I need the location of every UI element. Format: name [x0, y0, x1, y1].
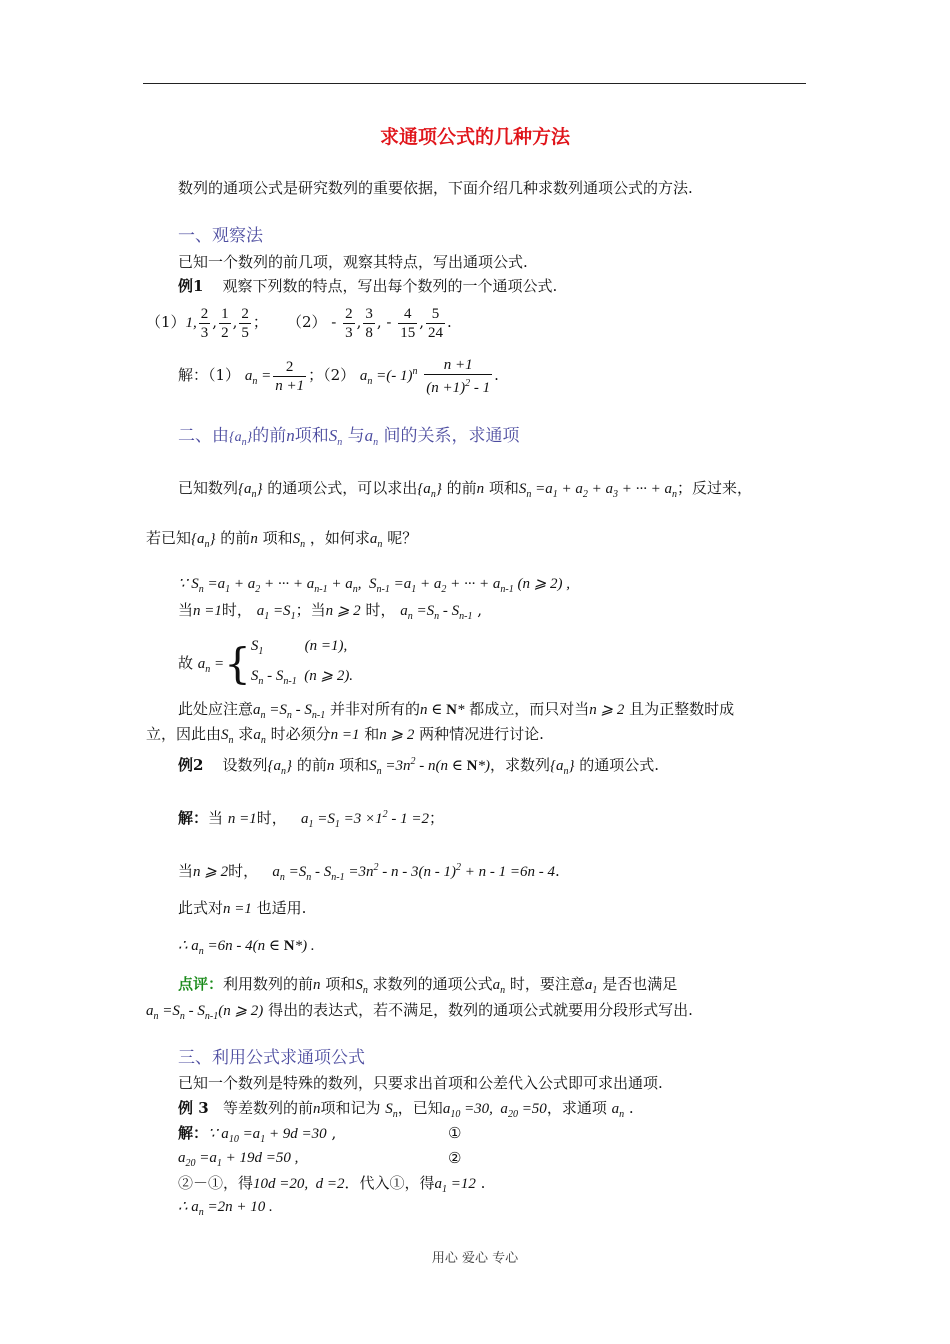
section-2-heading-a: 二、由: [178, 426, 229, 446]
example-2: 例2 设数列$\{a_n\}$ 的前n 项和$S_n =3n^2 - n(n$ ∈ N*)，求数列$\{a_n\}$ 的通项公式.: [178, 756, 660, 777]
solution-3-line-2: $a_{20} =a_1 + 19d =50$ ,: [178, 1150, 299, 1169]
solution-2-line-1: 解：当 n =1时， $a_1 =S_1 =3 \times 1^2 - 1 =2$；: [178, 809, 445, 830]
note-2d: 和: [364, 725, 380, 743]
section-1-heading: 一、观察法: [178, 226, 263, 246]
p2-a: 若已知: [146, 529, 192, 547]
comment-b: 项和: [325, 975, 356, 993]
p2-c: 项和: [262, 529, 293, 547]
therefore-line: ∴ $a_n =6n - 4(n$ ∈ N*) .: [178, 938, 315, 957]
ex2-e: 的通项公式.: [579, 756, 660, 774]
ex2-d: ，求数列: [489, 756, 550, 774]
comment-line-2: $a_n =S_n - S_{n-1}(n$ ⩾ 2) 得出的表达式，若不满足，数列的通项公式就要用分段形式写出.: [146, 1001, 693, 1022]
also-pre: 此式对: [178, 899, 224, 917]
section-1-line: 已知一个数列的前几项，观察其特点，写出通项公式.: [178, 253, 528, 271]
note-2b: 求: [238, 725, 254, 743]
section-3-line: 已知一个数列是特殊的数列，只要求出首项和公差代入公式即可求出通项.: [178, 1074, 663, 1092]
page-footer: 用心 爱心 专心: [431, 1251, 519, 1266]
section-2-heading-c: 项和: [294, 426, 329, 446]
sol-b: 时，: [256, 809, 287, 827]
sol2-a: 当: [178, 862, 194, 880]
comment-2: 得出的表达式，若不满足，数列的通项公式就要用分段形式写出.: [268, 1001, 693, 1019]
sol-a: 当: [208, 809, 224, 827]
example-1-label: 例1: [178, 277, 204, 295]
p1-e: ；反过来，: [677, 479, 753, 497]
solution-3-line-1: 解：∵ $a_{10} =a_1 + 9d =30$ ,: [178, 1124, 337, 1145]
solution-3-line-3: ②－①，得10d =20, d =2．代入①，得$a_1 =12$ .: [178, 1174, 486, 1195]
example-2-label: 例2: [178, 756, 204, 774]
also-applies-line: 此式对n =1 也适用.: [178, 899, 307, 917]
solution-3-final: ∴ $a_n =2n + 10$ .: [178, 1199, 273, 1218]
section-2-heading: 二、由$\{a_n\}$的前n项和$S_n$ 与$a_n$ 间的关系，求通项: [178, 426, 520, 448]
example-1: [178, 276, 557, 296]
because-line: ∵ $S_n =a_1 + a_2$ + ··· + $a_{n-1} + a_n$, $S_{n-1} =a_1 + a_2$ + ··· + $a_{n-1}$ (n ⩾ 2) ,: [178, 576, 571, 595]
line-a: ②－①，得: [178, 1174, 254, 1192]
sol2-b: 时，: [228, 862, 259, 880]
also-text: 也适用.: [256, 899, 307, 917]
equation-mark-1: ①: [448, 1124, 462, 1142]
note-2a: 立，因此由: [146, 725, 222, 743]
p1-a: 已知数列: [178, 479, 239, 497]
note-line-1: 此处应注意$a_n =S_n - S_{n-1}$ 并非对所有的n ∈ N* 都成立，而只对当n ⩾ 2 且为正整数时成: [178, 700, 735, 721]
page-title: 求通项公式的几种方法: [379, 126, 570, 148]
solution-2-line-2: 当n ⩾ 2时， $a_n =S_n - S_{n-1} =3n^2 - n - 3(n - 1)^2 + n - 1 =6n - 4$.: [178, 862, 560, 883]
ex2-a: 设数列: [222, 756, 268, 774]
p2-e: 呢？: [387, 529, 418, 547]
case-line: 当n =1时， $a_1 =S_1$；当n ⩾ 2 时， $a_n =S_n - S_{n-1}$ ,: [178, 601, 482, 622]
solution-3-label: 解：: [178, 1124, 209, 1142]
p2-d: ，如何求: [309, 529, 370, 547]
equation-mark-2: ②: [448, 1149, 462, 1167]
when-2b: 时，: [365, 601, 396, 619]
question-1-label: （1）: [146, 313, 186, 331]
when-1: 当: [178, 601, 194, 619]
question-2-label: （2）: [286, 313, 327, 331]
example-1-text: 观察下列数的特点，写出每个数列的一个通项公式.: [222, 277, 558, 295]
comment-label: 点评：: [178, 975, 224, 993]
ex3-d: ，求通项: [546, 1099, 607, 1117]
line-b: ．代入①，得: [344, 1174, 435, 1192]
when-2: ；当: [295, 601, 326, 619]
section-2-paragraph-2: 若已知$\{a_n\}$ 的前n 项和$S_n$ ，如何求$a_n$ 呢？: [146, 529, 418, 550]
p1-d: 项和: [488, 479, 519, 497]
note-2e: 两种情况进行讨论.: [419, 725, 544, 743]
solution-1-label: 解：（1）: [178, 366, 241, 384]
note-1a: 此处应注意: [178, 700, 254, 718]
solution-2-label: ；（2）: [308, 366, 356, 384]
p1-b: 的通项公式，可以求出: [267, 479, 418, 497]
comment-a: 利用数列的前: [223, 975, 314, 993]
note-2c: 时必须分: [270, 725, 331, 743]
note-1d: 且为正整数时成: [629, 700, 735, 718]
solution-2-label: 解：: [178, 809, 209, 827]
p2-b: 的前: [220, 529, 251, 547]
piecewise-formula: 故 $a_n$ ={ $S_1$ (n =1), $S_n - S_{n-1}$ (n ⩾ 2).: [178, 638, 354, 688]
example-3: 例 3 等差数列的前n项和记为 $S_n$，已知$a_{10} =30$, $a_{20} =50$，求通项 $a_n$ .: [178, 1099, 634, 1120]
ex3-b: 项和记为: [320, 1099, 381, 1117]
section-2-heading-e: 间的关系，求通项: [383, 426, 520, 446]
example-1-solution: 解：（1） $a_n$ = $\frac{2}{n +1}$ ；（2） $a_n$ =(- 1)$^n$ $\frac{n +1}{(n +1)^2 - 1}$ .: [178, 356, 499, 396]
comment-d: 时，要注意: [509, 975, 585, 993]
example-3-label: 例 3: [178, 1099, 209, 1117]
when-1b: 时，: [221, 601, 252, 619]
comment-e: 是否也满足: [602, 975, 678, 993]
ex2-b: 的前: [296, 756, 327, 774]
note-1b: 并非对所有的: [330, 700, 421, 718]
header-rule: [143, 83, 806, 84]
gu-label: 故: [178, 654, 194, 672]
intro-paragraph: 数列的通项公式是研究数列的重要依据，下面介绍几种求数列通项公式的方法.: [178, 179, 693, 197]
ex2-c: 项和: [339, 756, 370, 774]
comment-c: 求数列的通项公式: [372, 975, 493, 993]
section-2-heading-b: 的前: [252, 426, 287, 446]
comment-line-1: 点评：利用数列的前n 项和$S_n$ 求数列的通项公式$a_n$ 时，要注意$a_1$ 是否也满足: [178, 975, 678, 996]
note-line-2: 立，因此由$S_n$ 求$a_n$ 时必须分n =1 和n ⩾ 2 两种情况进行讨论.: [146, 725, 544, 746]
section-2-heading-d: 与: [347, 426, 365, 446]
section-2-paragraph-1: 已知数列$\{a_n\}$ 的通项公式，可以求出$\{a_n\}$ 的前n 项和$S_n =a_1 + a_2 + a_3$ + ··· + $a_n$；反过来，: [178, 479, 753, 500]
example-1-sequences: （1）1, $\frac{2}{3}$ , $\frac{1}{2}$ , $\frac{2}{5}$ ； （2） - $\frac{2}{3}$ , $\frac{3}{8}$ , - $\frac{4}{15}$ , $\frac{5}{24}$ .: [146, 305, 452, 341]
p1-c: 的前: [446, 479, 477, 497]
ex3-c: ，已知: [397, 1099, 443, 1117]
section-3-heading: 三、利用公式求通项公式: [178, 1048, 365, 1068]
note-1c: 都成立，而只对当: [469, 700, 590, 718]
ex3-a: 等差数列的前: [222, 1099, 313, 1117]
